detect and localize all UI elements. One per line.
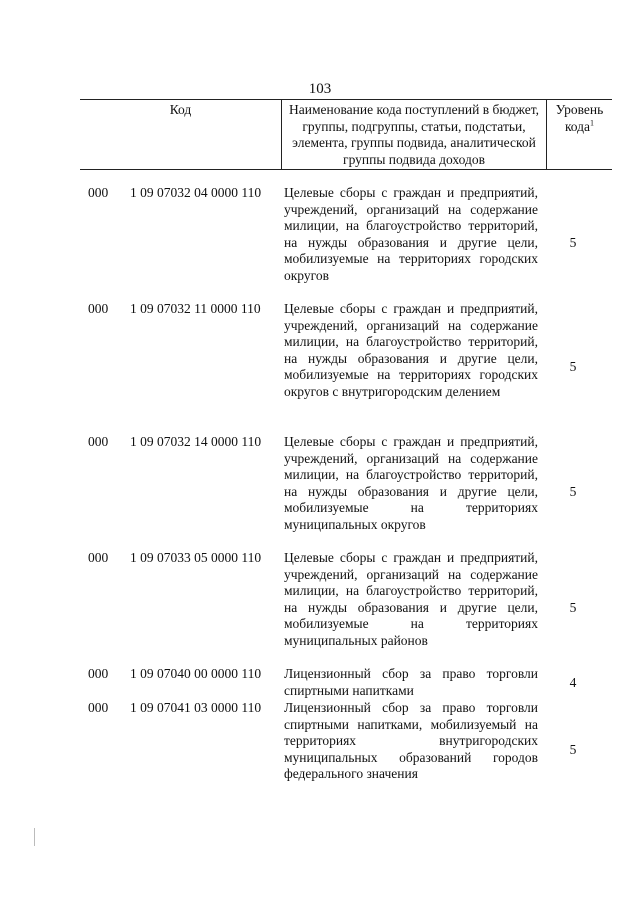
admin-code: 000 — [88, 666, 109, 681]
admin-code: 000 — [88, 301, 109, 316]
footnote-marker: 1 — [590, 118, 595, 127]
header-name: Наименование кода поступлений в бюджет, группы, подгруппы, статьи, подстатьи, элемента, группы подвида, аналитической группы подвида доходов — [282, 100, 547, 170]
table-header — [80, 99, 612, 170]
table-row — [88, 700, 608, 800]
table-body — [88, 185, 608, 800]
revenue-name: Целевые сборы с граждан и предприятий, учреждений, организаций на содержание милиции, на благоустройство территорий, на нужды образования и другие цели, мобилизуемые на территориях городских округов — [284, 185, 538, 283]
admin-code: 000 — [88, 185, 109, 200]
header-level-label: Уровень кода — [555, 102, 604, 134]
revenue-code: 1 09 07032 04 0000 110 — [130, 185, 262, 200]
revenue-code: 1 09 07032 14 0000 110 — [130, 434, 262, 449]
table-row — [88, 666, 608, 700]
code-level: 4 — [569, 674, 577, 690]
code-level: 5 — [569, 234, 577, 250]
revenue-name: Целевые сборы с граждан и предприятий, учреждений, организаций на содержание милиции, на благоустройство территорий, на нужды образования и другие цели, мобилизуемые на территориях городских округов с внутригородским делением — [284, 301, 538, 399]
table-row — [88, 185, 608, 301]
code-level: 5 — [569, 359, 577, 375]
code-level: 5 — [569, 741, 577, 757]
table-row — [88, 301, 608, 434]
admin-code: 000 — [88, 700, 109, 715]
code-level: 5 — [569, 599, 577, 615]
code-level: 5 — [569, 483, 577, 499]
table-row — [88, 550, 608, 666]
revenue-code: 1 09 07040 00 0000 110 — [130, 666, 262, 681]
revenue-name: Лицензионный сбор за право торговли спиртными напитками, мобилизуемый на территориях внутригородских муниципальных образований городов федерального значения — [284, 700, 538, 781]
revenue-code: 1 09 07041 03 0000 110 — [130, 700, 262, 715]
table-row — [88, 434, 608, 550]
admin-code: 000 — [88, 550, 109, 565]
revenue-name: Целевые сборы с граждан и предприятий, учреждений, организаций на содержание милиции, на благоустройство территорий, на нужды образования и другие цели, мобилизуемые на территориях муниципальных округов — [284, 434, 538, 532]
scan-margin-mark — [34, 828, 35, 846]
revenue-code: 1 09 07032 11 0000 110 — [130, 301, 261, 316]
revenue-name: Целевые сборы с граждан и предприятий, учреждений, организаций на содержание милиции, на благоустройство территорий, на нужды образования и другие цели, мобилизуемые на территориях муниципальных районов — [284, 550, 538, 648]
header-level — [547, 100, 613, 170]
revenue-name: Лицензионный сбор за право торговли спиртными напитками — [284, 666, 538, 698]
admin-code: 000 — [88, 434, 109, 449]
page-number: 103 — [308, 81, 332, 97]
header-code: Код — [80, 100, 282, 170]
revenue-code: 1 09 07033 05 0000 110 — [130, 550, 262, 565]
